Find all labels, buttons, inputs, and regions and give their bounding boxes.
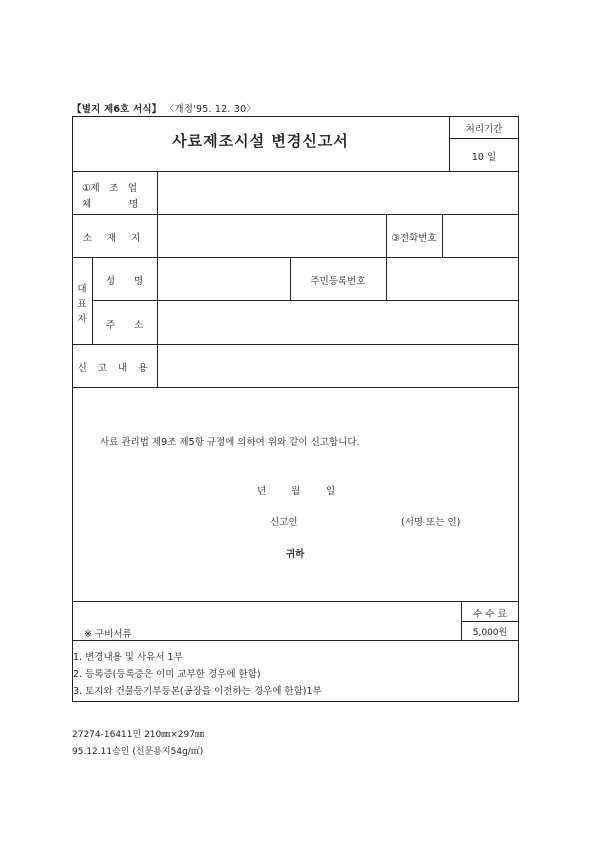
location-field[interactable] [160,217,384,255]
representative-label-1: 대 [77,284,87,295]
revision-date: 〈개정'95. 12. 30〉 [164,104,257,115]
representative-label-2: 표 [77,299,87,310]
phone-field[interactable] [445,217,517,255]
divider [72,387,519,388]
divider [72,344,519,345]
report-content-field[interactable] [160,347,516,385]
address-label: 주 소 [105,320,144,331]
footer-spec: 27274-16411민 210㎜×297㎜ [72,730,204,740]
report-content-label: 신 고 내 용 [77,363,152,374]
form-header [72,101,256,115]
fee-label: 수 수 료 [473,609,507,620]
location-label: 소 재 지 [82,233,147,244]
processing-period-label: 처리기간 [465,124,503,135]
form-number: 【별지 제6호 서식】 [72,104,162,115]
processing-period-value: 10 일 [471,152,497,163]
manufacturer-label-2: 체 명 [82,199,139,210]
divider [72,257,519,258]
divider [72,601,519,602]
rrn-field[interactable] [389,260,517,298]
attachment-item-1: 1. 변경내용 및 사유서 1부 [73,652,183,663]
divider [386,214,387,300]
divider [442,214,443,257]
date-day: 일 [326,486,336,497]
date-month: 월 [291,486,301,497]
signature-label: (서명 또는 인) [401,517,461,528]
name-label: 성 명 [105,276,144,287]
rrn-label: 주민등록번호 [310,276,366,287]
fee-value: 5,000원 [472,628,508,638]
divider [461,640,519,641]
divider [157,171,158,387]
divider [72,640,461,641]
divider [72,171,519,172]
reporter-label: 신고인 [270,517,298,528]
attachments-label: ※ 구비서류 [84,629,132,640]
addressee: 귀하 [286,549,305,560]
address-field[interactable] [160,303,516,342]
attachment-item-3: 3. 토지와 건물등기부등본(공장을 이전하는 경우에 한함)1부 [73,686,322,697]
representative-label-3: 자 [77,314,87,325]
form-title: 사료제조시설 변경신고서 [172,132,349,150]
name-field[interactable] [160,260,288,298]
divider [461,621,519,622]
attachment-item-2: 2. 등록증(등록증은 이미 교부한 경우에 한함) [73,669,261,680]
divider [72,214,519,215]
phone-label: ③전화번호 [391,233,437,244]
declaration-statement: 사료 관리법 제9조 제5항 규정에 의하여 위와 같이 신고합니다. [100,437,360,448]
manufacturer-field[interactable] [160,174,516,212]
date-year: 년 [257,486,267,497]
footer-approval: 95.12.11승인 (신문용지54g/㎡) [72,747,204,757]
divider [449,138,519,139]
manufacturer-label: ①제 조 업 [82,183,138,194]
